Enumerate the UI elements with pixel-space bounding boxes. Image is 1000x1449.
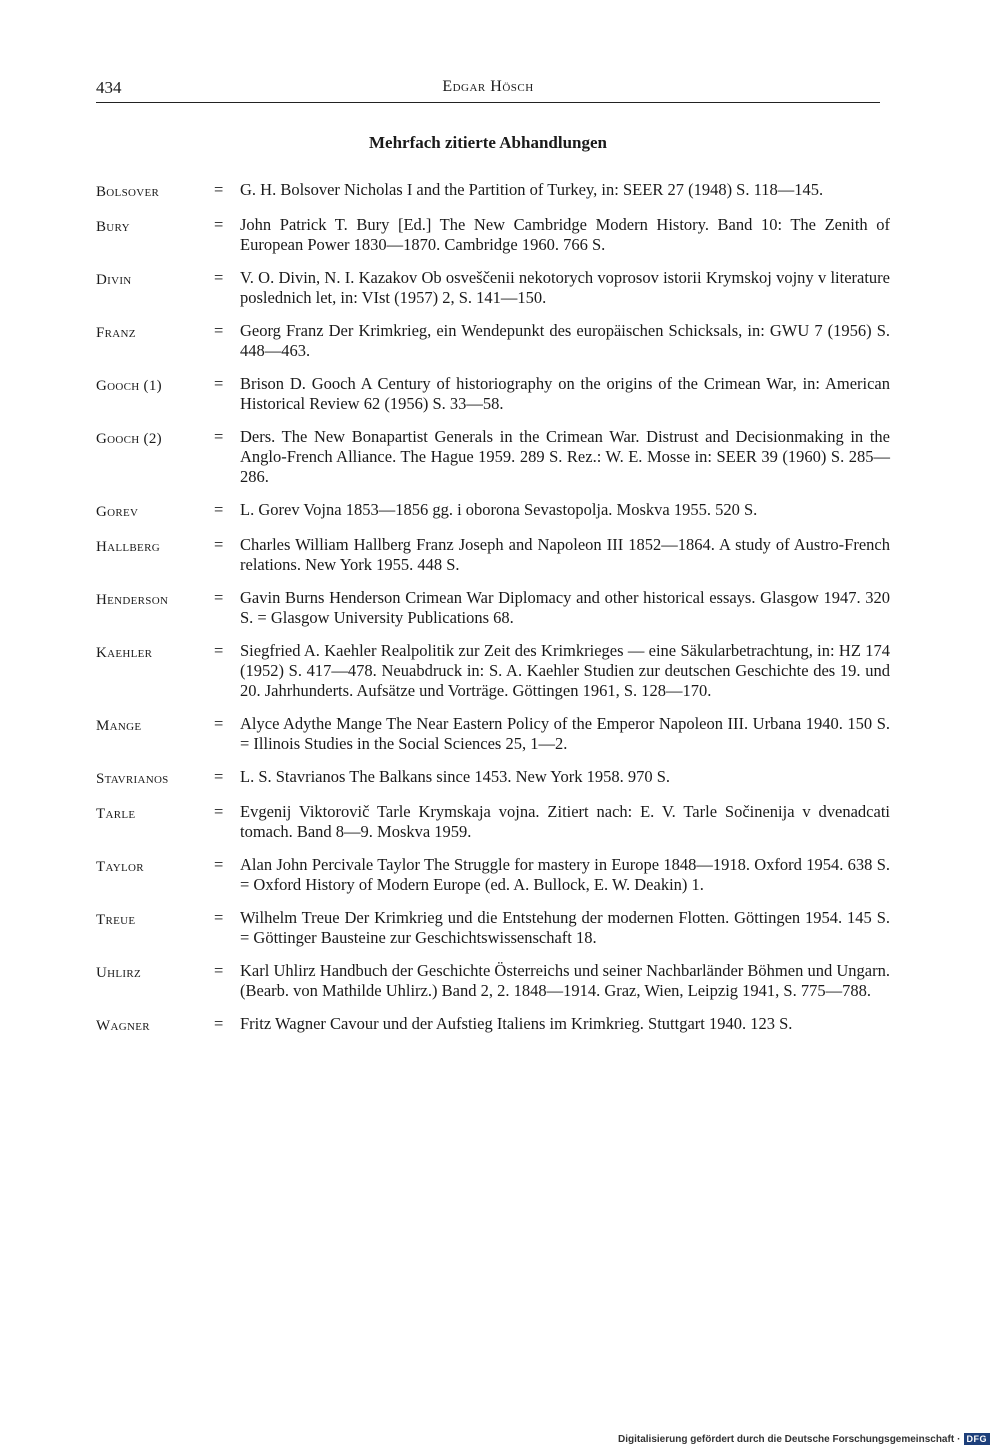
- entry-citation: L. S. Stavrianos The Balkans since 1453. New York 1958. 970 S.: [240, 767, 671, 786]
- page-number: 434: [96, 78, 122, 97]
- entry-abbreviation: Tarle: [96, 806, 136, 822]
- bibliography-entry: [96, 321, 890, 361]
- bibliography-entry: [96, 908, 890, 948]
- entry-abbreviation: Divin: [96, 272, 132, 288]
- equals-sign: =: [214, 908, 224, 927]
- entry-abbreviation: Uhlirz: [96, 965, 142, 981]
- bibliography-entry: [96, 855, 890, 895]
- bibliography-entry: [96, 374, 890, 414]
- entry-citation: Karl Uhlirz Handbuch der Geschichte Österreichs und seiner Nachbarländer Böhmen und Ungarn. (Bearb. von Mathilde Uhlirz.) Band 2, 2. 1848—1914. Graz, Wien, Leipzig 1941, S. 775—788.: [240, 961, 890, 1000]
- running-head: Edgar Hösch: [442, 78, 534, 95]
- bibliography-entry: [96, 500, 890, 522]
- entry-abbreviation: Franz: [96, 325, 136, 341]
- bibliography-list: [96, 180, 890, 1049]
- entry-abbreviation: Stavrianos: [96, 771, 169, 787]
- entry-abbreviation: Kaehler: [96, 645, 153, 661]
- entry-citation: Georg Franz Der Krimkrieg, ein Wendepunkt des europäischen Schicksals, in: GWU 7 (1956) S. 448—463.: [240, 321, 890, 360]
- bibliography-entry: [96, 961, 890, 1001]
- equals-sign: =: [214, 180, 224, 199]
- equals-sign: =: [214, 215, 224, 234]
- entry-abbreviation: Bolsover: [96, 184, 160, 200]
- bibliography-entry: [96, 180, 890, 202]
- equals-sign: =: [214, 588, 224, 607]
- equals-sign: =: [214, 767, 224, 786]
- entry-abbreviation: Hallberg: [96, 539, 160, 555]
- entry-citation: Fritz Wagner Cavour und der Aufstieg Italiens im Krimkrieg. Stuttgart 1940. 123 S.: [240, 1014, 793, 1033]
- section-title: Mehrfach zitierte Abhandlungen: [369, 133, 607, 152]
- entry-citation: Brison D. Gooch A Century of historiography on the origins of the Crimean War, in: American Historical Review 62 (1956) S. 33—58.: [240, 374, 890, 413]
- equals-sign: =: [214, 802, 224, 821]
- bibliography-entry: [96, 268, 890, 308]
- entry-abbreviation: Gooch (2): [96, 431, 162, 447]
- entry-citation: V. O. Divin, N. I. Kazakov Ob osveščenii nekotorych voprosov istorii Krymskoj vojny v literature poslednich let, in: VIst (1957) 2, S. 141—150.: [240, 268, 890, 307]
- footer-credit: [618, 1433, 990, 1445]
- bibliography-entry: [96, 1014, 890, 1036]
- equals-sign: =: [214, 714, 224, 733]
- bibliography-entry: [96, 802, 890, 842]
- footer-separator: ·: [957, 1433, 961, 1445]
- entry-citation: L. Gorev Vojna 1853—1856 gg. i oborona Sevastopolja. Moskva 1955. 520 S.: [240, 500, 758, 519]
- equals-sign: =: [214, 855, 224, 874]
- entry-citation: Charles William Hallberg Franz Joseph and Napoleon III 1852—1864. A study of Austro-French relations. New York 1955. 448 S.: [240, 535, 890, 574]
- dfg-logo: DFG: [964, 1433, 991, 1445]
- entry-abbreviation: Mange: [96, 718, 142, 734]
- equals-sign: =: [214, 268, 224, 287]
- equals-sign: =: [214, 427, 224, 446]
- equals-sign: =: [214, 641, 224, 660]
- equals-sign: =: [214, 321, 224, 340]
- footer-text: Digitalisierung gefördert durch die Deutsche Forschungsgemeinschaft: [617, 1433, 955, 1445]
- entry-citation: G. H. Bolsover Nicholas I and the Partition of Turkey, in: SEER 27 (1948) S. 118—145.: [240, 180, 824, 199]
- equals-sign: =: [214, 961, 224, 980]
- bibliography-entry: [96, 427, 890, 487]
- entry-citation: Gavin Burns Henderson Crimean War Diplomacy and other historical essays. Glasgow 1947. 320 S. = Glasgow University Publications 68.: [240, 588, 890, 627]
- entry-abbreviation: Gooch (1): [96, 378, 162, 394]
- bibliography-entry: [96, 535, 890, 575]
- equals-sign: =: [214, 1014, 224, 1033]
- equals-sign: =: [214, 374, 224, 393]
- page-header: [96, 78, 880, 103]
- equals-sign: =: [214, 500, 224, 519]
- entry-abbreviation: Gorev: [96, 504, 139, 520]
- equals-sign: =: [214, 535, 224, 554]
- entry-abbreviation: Bury: [96, 219, 130, 235]
- bibliography-entry: [96, 714, 890, 754]
- entry-citation: Ders. The New Bonapartist Generals in the Crimean War. Distrust and Decisionmaking in the Anglo-French Alliance. The Hague 1959. 289 S. Rez.: W. E. Mosse in: SEER 39 (1960) S. 285—286.: [240, 427, 890, 486]
- entry-citation: Alyce Adythe Mange The Near Eastern Policy of the Emperor Napoleon III. Urbana 1940. 150 S. = Illinois Studies in the Social Sciences 25, 1—2.: [240, 714, 890, 753]
- bibliography-entry: [96, 767, 890, 789]
- bibliography-entry: [96, 641, 890, 701]
- bibliography-entry: [96, 215, 890, 255]
- entry-abbreviation: Taylor: [96, 859, 144, 875]
- entry-citation: Siegfried A. Kaehler Realpolitik zur Zeit des Krimkrieges — eine Säkularbetrachtung, in: HZ 174 (1952) S. 417—478. Neuabdruck in: S. A. Kaehler Studien zur deutschen Geschichte des 19. und 20. Jahrhunderts. Aufsätze und Vorträge. Göttingen 1961, S. 128—170.: [240, 641, 890, 700]
- entry-citation: Wilhelm Treue Der Krimkrieg und die Entstehung der modernen Flotten. Göttingen 1954. 145 S. = Göttinger Bausteine zur Geschichtswissenschaft 18.: [240, 908, 890, 947]
- entry-abbreviation: Treue: [96, 912, 136, 928]
- entry-abbreviation: Henderson: [96, 592, 169, 608]
- entry-citation: Evgenij Viktorovič Tarle Krymskaja vojna. Zitiert nach: E. V. Tarle Sočinenija v dvenadcati tomach. Band 8—9. Moskva 1959.: [240, 802, 890, 841]
- entry-citation: John Patrick T. Bury [Ed.] The New Cambridge Modern History. Band 10: The Zenith of European Power 1830—1870. Cambridge 1960. 766 S.: [240, 215, 890, 254]
- entry-citation: Alan John Percivale Taylor The Struggle for mastery in Europe 1848—1918. Oxford 1954. 638 S. = Oxford History of Modern Europe (ed. A. Bullock, E. W. Deakin) 1.: [240, 855, 890, 894]
- bibliography-entry: [96, 588, 890, 628]
- entry-abbreviation: Wagner: [96, 1018, 150, 1034]
